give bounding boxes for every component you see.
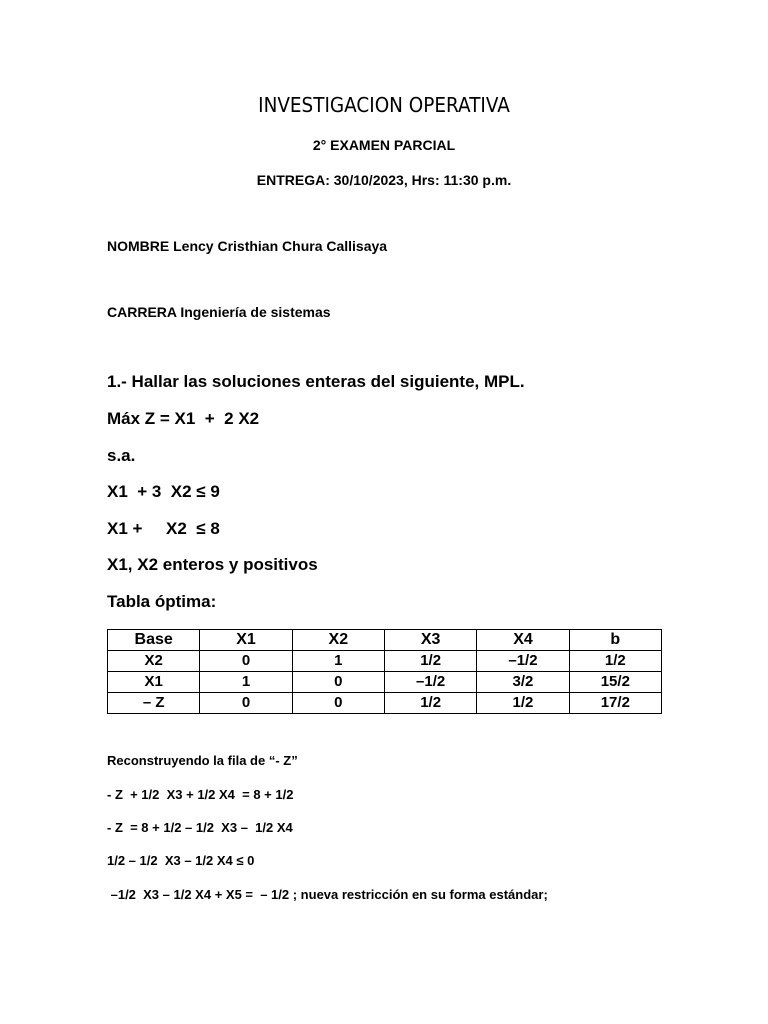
document-title: INVESTIGACION OPERATIVA — [258, 93, 510, 117]
table-cell: X2 — [108, 651, 200, 672]
delivery-date: ENTREGA: 30/10/2023, Hrs: 11:30 p.m. — [256, 172, 512, 188]
subject-to-label: s.a. — [107, 446, 136, 465]
table-cell: X1 — [108, 672, 200, 693]
student-name: NOMBRE Lency Cristhian Chura Callisaya — [107, 238, 388, 254]
constraint-2: X1 + X2 ≤ 8 — [107, 519, 220, 538]
work-step-3: 1/2 – 1/2 X3 – 1/2 X4 ≤ 0 — [107, 853, 255, 868]
table-label: Tabla óptima: — [107, 592, 217, 611]
table-header-row — [108, 630, 662, 651]
table-header-cell: X1 — [200, 630, 292, 651]
table-cell: 0 — [200, 651, 292, 672]
table-cell: 15/2 — [569, 672, 661, 693]
nonnegativity-constraint: X1, X2 enteros y positivos — [107, 555, 318, 574]
table-cell: 1 — [292, 651, 384, 672]
work-step-2: - Z = 8 + 1/2 – 1/2 X3 – 1/2 X4 — [107, 820, 293, 835]
table-cell: 1/2 — [384, 693, 476, 714]
table-header-cell: X4 — [477, 630, 569, 651]
constraint-1: X1 + 3 X2 ≤ 9 — [107, 482, 220, 501]
table-cell: 17/2 — [569, 693, 661, 714]
table-header-cell: X2 — [292, 630, 384, 651]
table-header-cell: Base — [108, 630, 200, 651]
table-row — [108, 672, 662, 693]
table-cell: 1/2 — [384, 651, 476, 672]
table-cell: 0 — [292, 672, 384, 693]
table-row — [108, 693, 662, 714]
table-cell: 1/2 — [569, 651, 661, 672]
optimal-table — [107, 629, 662, 714]
work-step-4: –1/2 X3 – 1/2 X4 + X5 = – 1/2 ; nueva restricción en su forma estándar; — [107, 887, 548, 902]
student-career: CARRERA Ingeniería de sistemas — [107, 304, 331, 320]
table-cell: –1/2 — [384, 672, 476, 693]
table-cell: 0 — [200, 693, 292, 714]
objective-function: Máx Z = X1 + 2 X2 — [107, 409, 260, 428]
table-cell: – Z — [108, 693, 200, 714]
table-cell: 0 — [292, 693, 384, 714]
table-header-cell: X3 — [384, 630, 476, 651]
table-cell: 3/2 — [477, 672, 569, 693]
problem-statement: 1.- Hallar las soluciones enteras del siguiente, MPL. — [107, 372, 525, 391]
exam-subtitle: 2° EXAMEN PARCIAL — [312, 137, 456, 153]
table-cell: –1/2 — [477, 651, 569, 672]
table-cell: 1/2 — [477, 693, 569, 714]
work-heading: Reconstruyendo la fila de “- Z” — [107, 753, 298, 768]
work-step-1: - Z + 1/2 X3 + 1/2 X4 = 8 + 1/2 — [107, 787, 294, 802]
table-header-cell: b — [569, 630, 661, 651]
table-cell: 1 — [200, 672, 292, 693]
table-row — [108, 651, 662, 672]
